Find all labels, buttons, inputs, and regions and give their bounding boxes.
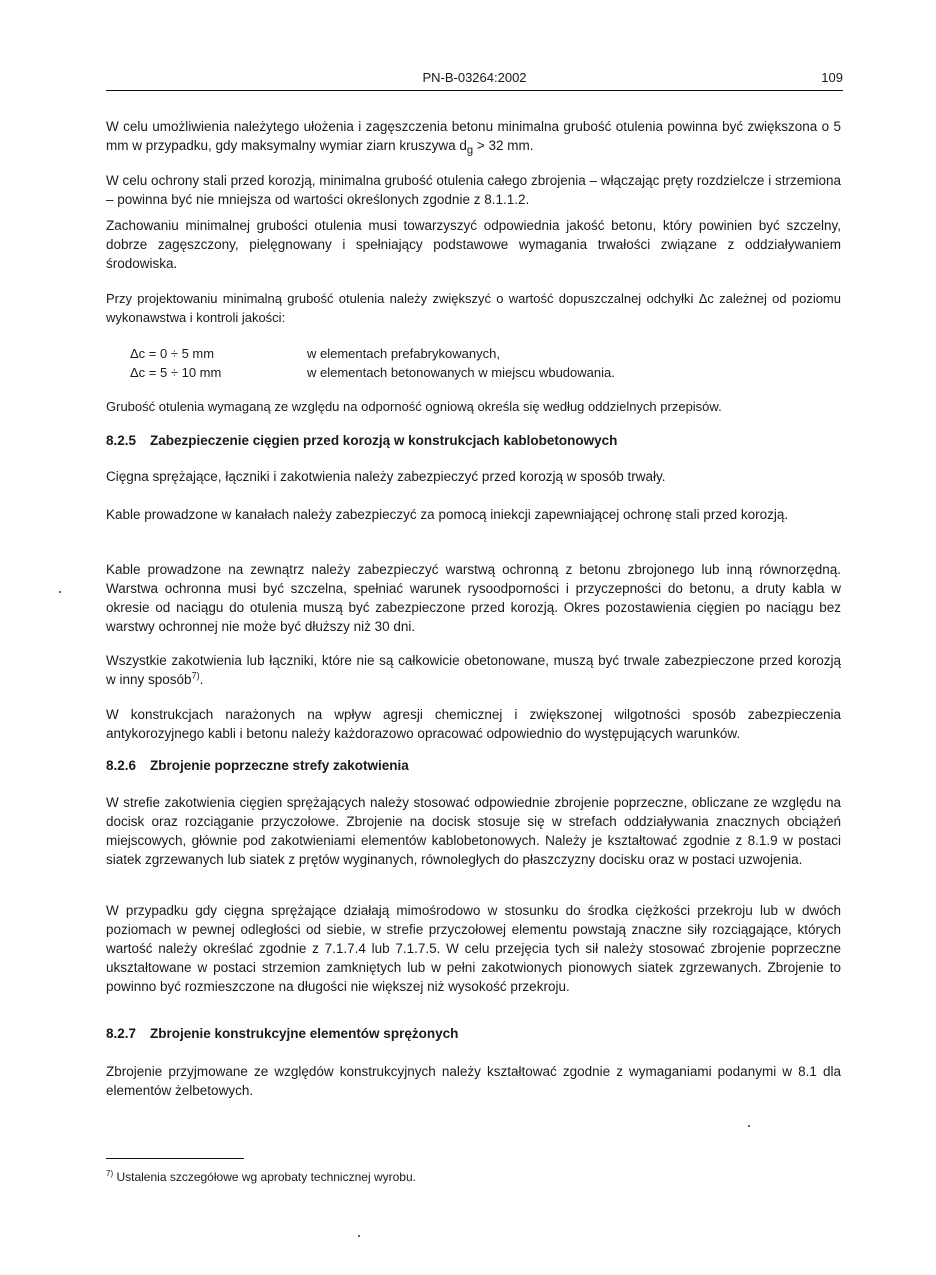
document-id: PN-B-03264:2002 bbox=[422, 70, 527, 85]
paragraph-chemical-aggression: W konstrukcjach narażonych na wpływ agresji chemicznej i zwiększonej wilgotności sposób zabezpieczenia antykorozyjnego kabli i betonu należy każdorazowo opracować odpowiednio do występujących warunków. bbox=[106, 707, 841, 741]
tolerance-description: w elementach prefabrykowanych, bbox=[307, 346, 500, 361]
paragraph-external-cables: Kable prowadzone na zewnątrz należy zabezpieczyć warstwą ochronną z betonu zbrojonego lub inną równorzędną. Warstwa ochronna musi być szczelna, spełniać warunek rysoodporności i przyczepności do betonu, a druty kabla w okresie od naciągu do otulenia muszą być zabezpieczone przed korozją. Okres pozostawienia cięgien po naciągu bez warstwy ochronnej nie może być dłuższy niż 30 dni. bbox=[106, 562, 841, 634]
tolerance-formula: Δc = 0 ÷ 5 mm bbox=[130, 346, 215, 361]
section-heading-8-2-7 bbox=[106, 1026, 458, 1041]
footnote bbox=[106, 1170, 706, 1184]
page-number: 109 bbox=[821, 70, 843, 85]
page-header bbox=[106, 70, 843, 92]
footnote-text: Ustalenia szczegółowe wg aprobaty technicznej wyrobu. bbox=[116, 1170, 416, 1184]
paragraph-tendon-protection: Cięgna sprężające, łączniki i zakotwienia należy zabezpieczyć przed korozją w sposób trwały. bbox=[106, 469, 666, 484]
paragraph-concrete-quality: Zachowaniu minimalnej grubości otulenia musi towarzyszyć odpowiednia jakość betonu, który powinien być szczelny, dobrze zagęszczony, pielęgnowany i spełniający podstawowe wymagania trwałości związane z oddziaływaniem środowiska. bbox=[106, 218, 841, 271]
tolerance-list bbox=[130, 344, 730, 382]
footnote-divider bbox=[106, 1158, 244, 1159]
scan-speck bbox=[59, 591, 61, 593]
paragraph-anchorages: Wszystkie zakotwienia lub łączniki, które nie są całkowicie obetonowane, muszą być trwale zabezpieczone przed korozją w inny sposób$^{7)}$. bbox=[106, 653, 841, 687]
section-title: Zbrojenie konstrukcyjne elementów sprężonych bbox=[150, 1026, 459, 1041]
paragraph-tolerance-intro: Przy projektowaniu minimalną grubość otulenia należy zwiększyć o wartość dopuszczalnej odchyłki Δc zależnej od poziomu wykonawstwa i kontroli jakości: bbox=[106, 291, 841, 325]
tolerance-row bbox=[130, 344, 730, 363]
section-heading-8-2-5 bbox=[106, 433, 617, 448]
paragraph-eccentric-tendons: W przypadku gdy cięgna sprężające działają mimośrodowo w stosunku do środka ciężkości przekroju lub w dwóch poziomach w pewnej odległości od siebie, w strefie przyczołowej elementu powstają znaczne siły rozciągające, których wartość należy określać zgodnie z 7.1.7.4 lub 7.1.7.5. W celu przejęcia tych sił należy stosować zbrojenie poprzeczne ukształtowane w postaci strzemion zamkniętych lub w pełni zakotwionych pionowych siatek zgrzewanych. Zbrojenie to powinno być rozmieszczone na długości nie większej niż wysokość przekroju. bbox=[106, 903, 841, 994]
scan-speck bbox=[358, 1235, 360, 1237]
header-divider bbox=[106, 90, 843, 91]
tolerance-row bbox=[130, 363, 730, 382]
paragraph-anchorage-zone: W strefie zakotwienia cięgien sprężających należy stosować odpowiednie zbrojenie poprzeczne, obliczane ze względu na docisk oraz rozciąganie przyczołowe. Zbrojenie na docisk stosuje się w strefach oddziaływania znacznych obciążeń miejscowych, głównie pod zakotwieniami elementów kablobetonowych. Należy je kształtować zgodnie z 8.1.9 w postaci siatek zgrzewanych lub siatek z prętów wyginanych, równoległych do płaszczyzny docisku oraz w postaci uzwojenia. bbox=[106, 795, 841, 867]
section-heading-8-2-6 bbox=[106, 758, 409, 773]
section-number: 8.2.6 bbox=[106, 758, 137, 773]
section-number: 8.2.7 bbox=[106, 1026, 137, 1041]
paragraph-duct-injection: Kable prowadzone w kanałach należy zabezpieczyć za pomocą iniekcji zapewniającej ochronę stali przed korozją. bbox=[106, 507, 789, 522]
section-number: 8.2.5 bbox=[106, 433, 137, 448]
section-title: Zabezpieczenie cięgien przed korozją w konstrukcjach kablobetonowych bbox=[150, 433, 618, 448]
footnote-marker: 7) bbox=[106, 1169, 114, 1178]
subscript-g: g bbox=[466, 144, 474, 157]
footnote-reference: 7) bbox=[191, 670, 200, 681]
paragraph-constructive-reinforcement: Zbrojenie przyjmowane ze względów konstrukcyjnych należy kształtować zgodnie z wymaganiami podanymi w 8.1 dla elementów żelbetowych. bbox=[106, 1064, 841, 1098]
tolerance-formula: Δc = 5 ÷ 10 mm bbox=[130, 365, 222, 380]
section-title: Zbrojenie poprzeczne strefy zakotwienia bbox=[150, 758, 409, 773]
scan-speck bbox=[748, 1125, 750, 1127]
paragraph-corrosion-protection: W celu ochrony stali przed korozją, minimalna grubość otulenia całego zbrojenia – włączając pręty rozdzielcze i strzemiona – powinna być nie mniejsza od wartości określonych zgodnie z 8.1.1.2. bbox=[106, 173, 841, 207]
paragraph-cover-increase: W celu umożliwienia należytego ułożenia i zagęszczenia betonu minimalna grubość otulenia powinna być zwiększona o 5 mm w przypadku, gdy maksymalny wymiar ziarn kruszywa $d_g > 32$ mm. bbox=[106, 119, 841, 157]
paragraph-fire-resistance: Grubość otulenia wymaganą ze względu na odporność ogniową określa się według oddzielnych przepisów. bbox=[106, 399, 722, 414]
tolerance-description: w elementach betonowanych w miejscu wbudowania. bbox=[307, 365, 615, 380]
